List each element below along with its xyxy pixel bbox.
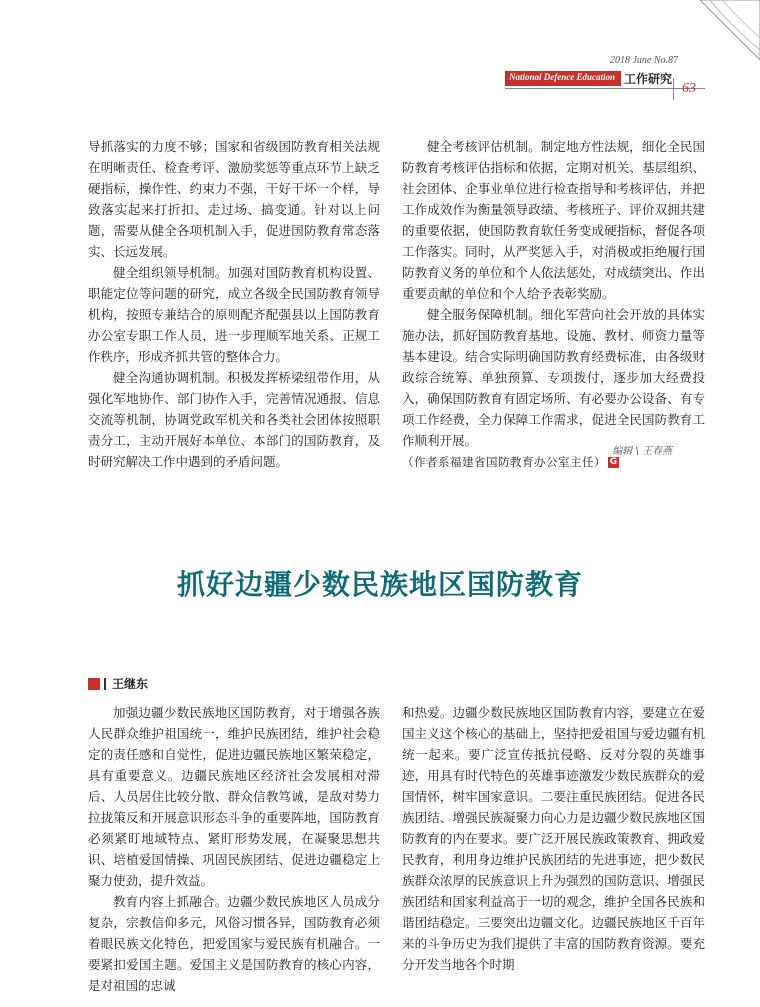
section-label: 工作研究 [624, 72, 673, 86]
article-title: 抓好边疆少数民族地区国防教育 [176, 568, 583, 601]
paragraph: 导抓落实的力度不够；国家和省级国防教育相关法规在明晰责任、检查考评、激励奖惩等重点环节上缺乏硬指标，操作性、约束力不强，干好干坏一个样，导致落实起来打折扣、走过场、搞变通。针对以上问题，需要从健全各项机制入手，促进国防教育常态落实、长远发展。 [88, 139, 380, 259]
editor-credit: 编辑 \ 王春燕 [612, 446, 672, 457]
paragraph: 教育内容上抓融合。边疆少数民族地区人员成分复杂，宗教信仰多元，风俗习惯各异，国防教育必须着眼民族文化特色，把爱国家与爱民族有机融合。一要紧扣爱国主题。爱国主义是国防教育的核心内容，是对祖国的忠诚 [88, 894, 380, 993]
author-icon [88, 678, 100, 690]
paragraph: 健全服务保障机制。细化军营向社会开放的具体实施办法，抓好国防教育基地、设施、教材、师资力量等基本建设。结合实际明确国防教育经费标准，由各级财政综合统筹、单独预算、专项拨付，逐步加大经费投入，确保国防教育有固定场所、有必要办公设备、有专项工作经费，全力保障工作需求，促进全民国防教育工作顺利开展。 [402, 307, 705, 448]
paragraph: 健全沟通协调机制。积极发挥桥梁纽带作用，从强化军地协作、部门协作入手，完善情况通报、信息交流等机制，协调党政军机关和各类社会团体按照职责分工，主动开展好本单位、本部门的国防教育，及时研究解决工作中遇到的矛盾问题。 [88, 370, 380, 469]
article-column-right [402, 702, 705, 975]
author-name: 王继东 [112, 677, 149, 691]
header-rule [505, 88, 705, 89]
magazine-name-en: National Defence Education [509, 72, 615, 82]
end-mark-icon: G [609, 457, 618, 467]
page-number: 63 [682, 81, 696, 96]
author-note-text: （作者系福建省国防教育办公室主任） [402, 455, 606, 469]
paragraph: 健全考核评估机制。制定地方性法规，细化全民国防教育考核评估指标和依据，定期对机关、基层组织、社会团体、企事业单位进行检查指导和考核评估，并把工作成效作为衡量领导政绩、考核班子、评价双拥共建的重要依据，使国防教育软任务变成硬指标，督促各项工作落实。同时，从严奖惩入手，对消极或拒绝履行国防教育义务的单位和个人依法惩处，对成绩突出、作出重要贡献的单位和个人给予表彰奖励。 [402, 139, 705, 301]
paragraph: 和热爱。边疆少数民族地区国防教育内容，要建立在爱国主义这个核心的基础上，坚持把爱祖国与爱边疆有机统一起来。要广泛宣传抵抗侵略、反对分裂的英雄事迹，用具有时代特色的英雄事迹激发少数民族群众的爱国情怀，树牢国家意识。二要注重民族团结。促进各民族团结、增强民族凝聚力向心力是边疆少数民族地区国防教育的内在要求。要广泛开展民族政策教育、拥政爱民教育，利用身边维护民族团结的先进事迹，把少数民族群众浓厚的民族意识上升为强烈的国防意识、增强民族团结和国家利益高于一切的观念，维护全国各民族和谐团结稳定。三要突出边疆文化。边疆民族地区千百年来的斗争历史为我们提供了丰富的国防教育资源。要充分开发当地各个时期 [402, 705, 705, 972]
header-divider [673, 78, 674, 100]
issue-label: 2018 June No.87 [609, 55, 678, 66]
article-column-left [88, 702, 380, 996]
upper-column-left [88, 136, 380, 472]
author-divider [104, 678, 106, 690]
upper-column-right [402, 136, 705, 473]
paragraph: 健全组织领导机制。加强对国防教育机构设置、职能定位等问题的研究，成立各级全民国防教育领导机构，按照专兼结合的原则配齐配强县以上国防教育办公室专职工作人员，进一步理顺军地关系、正规工作秩序，形成齐抓共管的整体合力。 [88, 265, 380, 364]
page-curl-decoration [700, 0, 760, 60]
paragraph: 加强边疆少数民族地区国防教育，对于增强各族人民群众维护祖国统一，维护民族团结，维护社会稳定的责任感和自觉性，促进边疆民族地区繁荣稳定，具有重要意义。边疆民族地区经济社会发展相对滞后、人员居住比较分散、群众信教笃诚，是敌对势力拉拢策反和开展意识形态斗争的重要阵地，国防教育必须紧盯地域特点、紧盯形势发展，在凝聚思想共识、培植爱国情操、巩固民族团结、促进边疆稳定上聚力使劲，提升效益。 [88, 705, 380, 888]
